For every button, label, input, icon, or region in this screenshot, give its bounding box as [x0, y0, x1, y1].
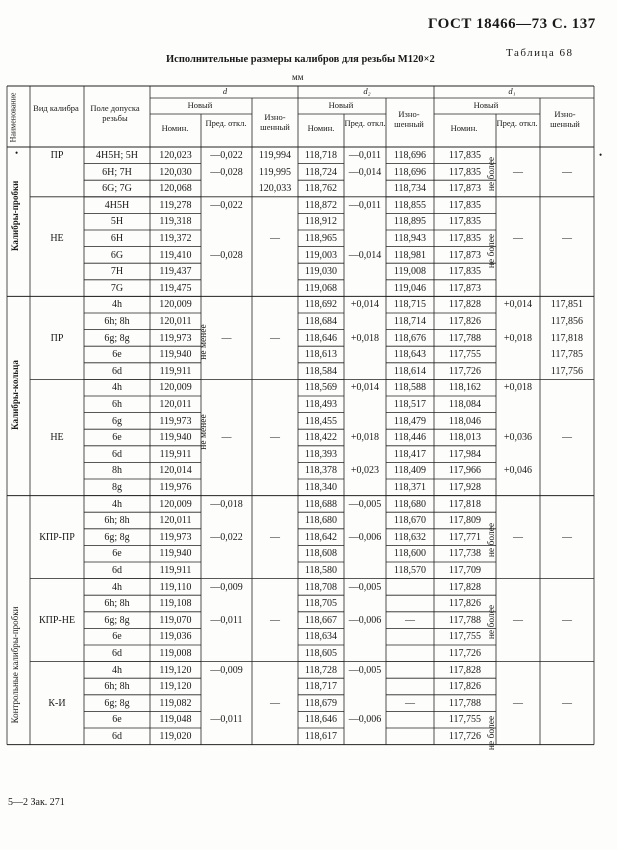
- header-d-nomin: Номин.: [161, 123, 189, 133]
- cell-d-nom: 120,011: [159, 399, 192, 410]
- cell-d1-nom: 117,835: [448, 199, 482, 211]
- cell-d2-nom: 118,705: [304, 598, 338, 610]
- cell-d1-nom: 117,755: [448, 349, 482, 361]
- cell-d1-nom: 117,755: [448, 714, 482, 726]
- note-ne-bolee-1: не более: [487, 156, 497, 192]
- cell-pole: 6h; 8h: [104, 515, 130, 527]
- cell-d2-nom: 118,580: [304, 565, 338, 576]
- group-label-probki: Калибры-пробки: [10, 180, 20, 251]
- cell-pole: 6e: [112, 432, 122, 444]
- cell-d2-nom: 118,646: [304, 332, 338, 344]
- cell-d1-izn: 117,856: [550, 316, 584, 327]
- cell-pole: 6g; 8g: [104, 697, 130, 709]
- cell-d-pred: —0,009: [210, 581, 243, 593]
- cell-d1-nom: 117,738: [448, 548, 482, 560]
- cell-pole: 4h: [112, 664, 122, 676]
- cell-d-nom: 119,475: [159, 282, 192, 294]
- cell-d-pred: —0,011: [210, 614, 243, 626]
- cell-pole: 4h: [112, 498, 122, 510]
- cell-d1-nom: 117,828: [448, 581, 482, 593]
- cell-d2-nom: 118,717: [304, 681, 338, 693]
- cell-d-nom: 119,318: [159, 216, 192, 228]
- cell-d-nom: 119,278: [159, 199, 192, 211]
- cell-d1-pred: +0,046: [503, 465, 533, 477]
- cell-d2-izn: 118,670: [393, 515, 427, 527]
- cell-pole: 5H: [110, 216, 124, 228]
- cell-pole: 6h; 8h: [104, 681, 130, 693]
- cell-d2-nom: 118,613: [304, 349, 338, 361]
- cell-d-nom: 119,973: [159, 332, 192, 344]
- cell-d-nom: 119,410: [159, 249, 192, 261]
- cell-d2-izn: 118,676: [393, 332, 427, 344]
- cell-d2-pred: —0,011: [348, 199, 382, 211]
- cell-d2-nom: 118,692: [304, 299, 338, 311]
- page-footer: 5—2 Зак. 271: [8, 797, 65, 808]
- note-ne-bolee-5: не более: [487, 715, 497, 751]
- cell-d2-izn: 118,715: [393, 299, 427, 311]
- cell-d1-pred: +0,014: [503, 299, 533, 311]
- cell-pole: 6e: [112, 548, 122, 560]
- cell-d2-izn: 118,632: [393, 531, 427, 543]
- calibre-type: НЕ: [50, 432, 64, 444]
- cell-d1-nom: 117,873: [448, 282, 482, 294]
- cell-d2-izn: 118,371: [393, 482, 427, 493]
- cell-d-nom: 119,008: [159, 648, 192, 659]
- note-ne-menee-2: не менее: [199, 414, 209, 450]
- note-ne-bolee-4: не более: [487, 604, 497, 640]
- cell-d1-pred: +0,036: [503, 432, 533, 444]
- cell-pole: 6d: [112, 448, 122, 460]
- header-d1-nomin: Номин.: [450, 123, 478, 133]
- cell-pole: 6G; 7G: [102, 183, 132, 195]
- cell-pole: 4h: [112, 581, 122, 593]
- cell-d2-izn: 118,409: [393, 465, 427, 477]
- cell-d1-nom: 117,873: [448, 183, 482, 195]
- cell-d-nom: 119,940: [159, 432, 192, 444]
- cell-d1-pred: —: [513, 697, 523, 709]
- cell-d2-izn: 118,895: [393, 216, 427, 228]
- cell-pole: 6H: [110, 233, 124, 244]
- cell-d2-pred: —0,014: [348, 249, 382, 261]
- cell-pole: 6d: [112, 648, 122, 659]
- cell-d2-nom: 118,634: [304, 631, 338, 643]
- header-d1-novyi: Новый: [473, 100, 499, 110]
- header-d2-pred: Пред. откл.: [344, 118, 386, 128]
- cell-d-izn: —: [270, 531, 280, 543]
- cell-d1-pred: —: [513, 531, 523, 543]
- cell-pole: 6g: [112, 415, 122, 427]
- cell-d-nom: 119,110: [159, 581, 192, 593]
- cell-d-nom: 120,009: [159, 299, 192, 311]
- cell-d1-nom: 118,013: [448, 432, 482, 444]
- cell-d1-izn: 117,818: [550, 332, 584, 344]
- cell-d-nom: 119,973: [159, 415, 192, 427]
- cell-d2-nom: 118,646: [304, 714, 338, 726]
- cell-d2-nom: 118,340: [304, 482, 338, 493]
- cell-d1-izn: 117,851: [550, 299, 584, 311]
- header-d-izn: Изно-шенный: [260, 112, 290, 132]
- cell-d2-nom: 118,608: [304, 548, 338, 560]
- cell-d2-pred: —0,006: [348, 714, 382, 726]
- cell-d1-izn: —: [562, 531, 572, 543]
- cell-d2-izn: 119,046: [393, 282, 427, 294]
- cell-d2-pred: +0,018: [350, 432, 380, 444]
- cell-d1-nom: 117,709: [448, 565, 482, 576]
- cell-d-pred: —0,022: [210, 150, 243, 161]
- cell-d1-nom: 117,826: [448, 598, 482, 610]
- cell-d2-izn: 118,943: [393, 233, 427, 244]
- header-d-pred: Пред. откл.: [205, 118, 247, 128]
- cell-d2-nom: 119,068: [304, 282, 338, 294]
- cell-d-izn: 119,995: [258, 166, 292, 178]
- cell-d2-nom: 118,708: [304, 581, 338, 593]
- cell-d1-izn: —: [562, 432, 572, 444]
- cell-pole: 6h: [112, 399, 122, 410]
- cell-d-izn: 120,033: [258, 183, 292, 195]
- cell-d1-nom: 117,835: [448, 150, 482, 161]
- cell-d-pred: —0,022: [210, 531, 243, 543]
- table-title: Исполнительные размеры калибров для резьбы М120×2: [166, 54, 435, 65]
- header-vid: Вид калибра: [33, 103, 79, 113]
- standard-number: ГОСТ 18466—73 С. 137: [428, 16, 596, 32]
- cell-d1-nom: 117,809: [448, 515, 482, 527]
- cell-d2-nom: 118,455: [304, 415, 338, 427]
- unit-label: мм: [292, 72, 304, 82]
- cell-d-nom: 119,976: [159, 482, 192, 493]
- margin-mark: •: [599, 150, 603, 160]
- cell-d-izn: —: [270, 233, 280, 244]
- cell-pole: 6G: [110, 249, 124, 261]
- header-d1: d₁: [508, 86, 516, 96]
- calibre-type: ПР: [50, 150, 64, 161]
- cell-d-izn: —: [270, 614, 280, 626]
- note-ne-bolee-3: не более: [487, 522, 497, 558]
- cell-d2-izn: 118,714: [393, 316, 427, 327]
- cell-d2-izn: 118,696: [393, 150, 427, 161]
- cell-d-nom: 119,070: [159, 614, 192, 626]
- cell-d2-izn: 118,446: [393, 432, 427, 444]
- cell-d1-nom: 118,046: [448, 415, 482, 427]
- cell-d1-pred: —: [513, 233, 523, 244]
- cell-d1-nom: 117,966: [448, 465, 482, 477]
- cell-d1-izn: 117,756: [550, 365, 584, 377]
- cell-d-pred: —0,028: [210, 249, 243, 261]
- cell-d2-pred: —0,005: [348, 664, 382, 676]
- cell-d2-nom: 118,762: [304, 183, 338, 195]
- cell-d1-nom: 117,755: [448, 631, 482, 643]
- cell-pole: 4h: [112, 382, 122, 394]
- cell-d-nom: 119,020: [159, 731, 192, 742]
- cell-d-pred: —0,009: [210, 664, 243, 676]
- calibre-type: КПР-НЕ: [38, 614, 76, 626]
- calibre-type: К-И: [48, 697, 66, 709]
- cell-d2-izn: 118,680: [393, 498, 427, 510]
- cell-d2-izn: 118,855: [393, 199, 427, 211]
- cell-d-nom: 119,911: [159, 565, 192, 576]
- header-d2-nomin: Номин.: [307, 123, 335, 133]
- cell-d2-nom: 118,642: [304, 531, 338, 543]
- cell-d1-nom: 117,818: [448, 498, 482, 510]
- cell-d2-nom: 118,584: [304, 365, 338, 377]
- cell-d2-pred: +0,014: [350, 382, 380, 394]
- cell-d2-pred: +0,018: [350, 332, 380, 344]
- header-pole: Поле допуска резьбы: [90, 103, 140, 123]
- cell-d1-izn: —: [562, 697, 572, 709]
- cell-d1-izn: 117,785: [550, 349, 584, 361]
- cell-d1-nom: 117,826: [448, 316, 482, 327]
- cell-d-pred: —: [221, 432, 232, 444]
- group-label-koltsa: Калибры-кольца: [10, 360, 20, 430]
- cell-pole: 6h; 8h: [104, 598, 130, 610]
- cell-d1-nom: 117,726: [448, 731, 482, 742]
- cell-d2-nom: 118,718: [304, 150, 338, 161]
- cell-pole: 6e: [112, 349, 122, 361]
- cell-d2-nom: 118,965: [304, 233, 338, 244]
- cell-d-izn: —: [270, 332, 280, 344]
- cell-d1-izn: —: [562, 233, 572, 244]
- header-d1-pred: Пред. откл.: [496, 118, 538, 128]
- cell-d-nom: 119,940: [159, 548, 192, 560]
- cell-pole: 6g; 8g: [104, 614, 130, 626]
- cell-d-nom: 119,082: [159, 697, 192, 709]
- cell-d1-nom: 117,828: [448, 664, 482, 676]
- cell-d2-pred: +0,023: [350, 465, 380, 477]
- cell-d-nom: 119,940: [159, 349, 192, 361]
- note-ne-bolee-2: не более: [487, 233, 497, 269]
- cell-d2-izn: 118,600: [393, 548, 427, 560]
- cell-pole: 7H: [110, 266, 124, 278]
- cell-d-nom: 119,973: [159, 531, 192, 543]
- cell-d1-nom: 117,788: [448, 332, 482, 344]
- cell-d1-nom: 117,928: [448, 482, 482, 493]
- cell-d-izn: —: [270, 432, 280, 444]
- margin-mark-left: •: [15, 148, 19, 158]
- cell-d2-nom: 118,422: [304, 432, 338, 444]
- cell-d2-izn: —: [405, 614, 415, 626]
- cell-d2-nom: 118,872: [304, 199, 338, 211]
- cell-pole: 8g: [112, 482, 122, 493]
- calibre-type: КПР-ПР: [39, 531, 75, 543]
- cell-d2-izn: 118,981: [393, 249, 427, 261]
- cell-d2-nom: 118,378: [304, 465, 338, 477]
- calibre-type: НЕ: [50, 233, 64, 244]
- header-d1-izn: Изно-шенный: [550, 109, 580, 129]
- cell-d-nom: 119,048: [159, 714, 192, 726]
- cell-d1-nom: 117,984: [448, 448, 482, 460]
- cell-d2-izn: 118,588: [393, 382, 427, 394]
- cell-d-nom: 119,036: [159, 631, 192, 643]
- cell-d2-nom: 118,688: [304, 498, 338, 510]
- cell-d1-nom: 117,726: [448, 648, 482, 659]
- cell-d1-pred: —: [513, 614, 523, 626]
- cell-d2-pred: —0,005: [348, 581, 382, 593]
- cell-d1-nom: 117,828: [448, 299, 482, 311]
- cell-d2-izn: —: [405, 697, 415, 709]
- cell-d1-nom: 117,873: [448, 249, 482, 261]
- cell-d2-izn: 118,734: [393, 183, 427, 195]
- cell-d2-nom: 118,724: [304, 166, 338, 178]
- cell-d2-nom: 119,003: [304, 249, 338, 261]
- cell-d2-izn: 118,517: [393, 399, 427, 410]
- cell-d-nom: 119,372: [159, 233, 192, 244]
- cell-pole: 6d: [112, 731, 122, 742]
- header-d-novyi: Новый: [187, 100, 213, 110]
- cell-d1-nom: 117,835: [448, 266, 482, 278]
- cell-d1-nom: 117,788: [448, 614, 482, 626]
- cell-d-nom: 119,911: [159, 365, 192, 377]
- cell-d-nom: 120,009: [159, 498, 192, 510]
- cell-pole: 6e: [112, 714, 122, 726]
- table-label: Таблица 68: [506, 47, 574, 59]
- cell-pole: 7G: [110, 282, 124, 294]
- cell-d1-nom: 117,835: [448, 233, 482, 244]
- cell-d2-izn: 118,570: [393, 565, 427, 576]
- cell-pole: 4H5H: [104, 199, 130, 211]
- cell-d2-izn: 118,417: [393, 448, 427, 460]
- cell-d-pred: —0,028: [210, 166, 243, 178]
- cell-d2-izn: 118,696: [393, 166, 427, 178]
- cell-d2-nom: 118,617: [304, 731, 338, 742]
- cell-d2-nom: 118,684: [304, 316, 338, 327]
- cell-d-pred: —0,022: [210, 199, 243, 211]
- note-ne-menee-1: не менее: [199, 324, 209, 360]
- cell-d2-pred: —0,014: [348, 166, 382, 178]
- header-group-name: Наименование: [8, 92, 18, 143]
- cell-d-nom: 119,108: [159, 598, 192, 610]
- cell-d-nom: 120,011: [159, 515, 192, 527]
- cell-pole: 4h: [112, 299, 122, 311]
- cell-pole: 4H5H; 5H: [96, 150, 138, 161]
- cell-d-pred: —0,018: [210, 498, 243, 510]
- cell-d2-nom: 119,030: [304, 266, 338, 278]
- cell-d-nom: 119,437: [159, 266, 192, 278]
- cell-d-nom: 120,011: [159, 316, 192, 327]
- cell-d-nom: 120,068: [159, 183, 192, 195]
- cell-pole: 6d: [112, 565, 122, 576]
- cell-d2-nom: 118,680: [304, 515, 338, 527]
- cell-d1-pred: +0,018: [503, 382, 533, 394]
- cell-d-nom: 119,120: [159, 681, 192, 693]
- cell-d1-nom: 117,835: [448, 166, 482, 178]
- cell-d-izn: —: [270, 697, 280, 709]
- header-d2-novyi: Новый: [328, 100, 354, 110]
- cell-pole: 6h; 8h: [104, 316, 130, 327]
- header-d: d: [222, 86, 228, 96]
- cell-pole: 6g; 8g: [104, 332, 130, 344]
- group-label-kontrol: Контрольные калибры-пробки: [10, 606, 20, 724]
- header-d2-izn: Изно-шенный: [394, 109, 424, 129]
- cell-d1-pred: +0,018: [503, 332, 533, 344]
- cell-d2-nom: 118,667: [304, 614, 338, 626]
- cell-pole: 8h: [112, 465, 122, 477]
- cell-d1-izn: —: [562, 166, 572, 178]
- cell-d-nom: 120,009: [159, 382, 192, 394]
- cell-d-pred: —0,011: [210, 714, 243, 726]
- cell-d1-nom: 117,788: [448, 697, 482, 709]
- cell-d2-izn: 118,614: [393, 365, 427, 377]
- cell-d-nom: 119,911: [159, 448, 192, 460]
- cell-d-pred: —: [221, 332, 232, 344]
- cell-pole: 6d: [112, 365, 122, 377]
- cell-d1-nom: 117,826: [448, 681, 482, 693]
- cell-d2-nom: 118,493: [304, 399, 338, 410]
- cell-d2-nom: 118,912: [304, 216, 338, 228]
- cell-d-izn: 119,994: [258, 150, 292, 161]
- cell-d1-nom: 118,162: [448, 382, 482, 394]
- cell-d2-pred: —0,005: [348, 498, 382, 510]
- cell-d2-nom: 118,569: [304, 382, 338, 394]
- cell-d-nom: 119,120: [159, 664, 192, 676]
- cell-pole: 6H; 7H: [102, 166, 132, 178]
- cell-pole: 6e: [112, 631, 122, 643]
- cell-d2-pred: —0,006: [348, 614, 382, 626]
- cell-d1-nom: 118,084: [448, 399, 482, 410]
- cell-d2-izn: 118,479: [393, 415, 427, 427]
- cell-d1-nom: 117,835: [448, 216, 482, 228]
- cell-d-nom: 120,030: [159, 166, 192, 178]
- cell-d2-nom: 118,393: [304, 448, 338, 460]
- cell-d1-nom: 117,726: [448, 365, 482, 377]
- cell-d-nom: 120,023: [159, 150, 192, 161]
- cell-d-nom: 120,014: [159, 465, 192, 477]
- cell-d2-nom: 118,728: [304, 664, 338, 676]
- cell-d2-izn: 119,008: [393, 266, 427, 278]
- cell-d2-pred: —0,006: [348, 531, 382, 543]
- cell-d1-nom: 117,771: [448, 531, 482, 543]
- cell-d1-izn: —: [562, 614, 572, 626]
- cell-d2-pred: —0,011: [348, 150, 382, 161]
- cell-pole: 6g; 8g: [104, 531, 130, 543]
- header-d2: d₂: [363, 86, 371, 96]
- cell-d1-pred: —: [513, 166, 523, 178]
- calibre-type: ПР: [50, 332, 64, 344]
- cell-d2-nom: 118,605: [304, 648, 338, 659]
- cell-d2-nom: 118,679: [304, 697, 338, 709]
- cell-d2-pred: +0,014: [350, 299, 380, 311]
- cell-d2-izn: 118,643: [393, 349, 427, 361]
